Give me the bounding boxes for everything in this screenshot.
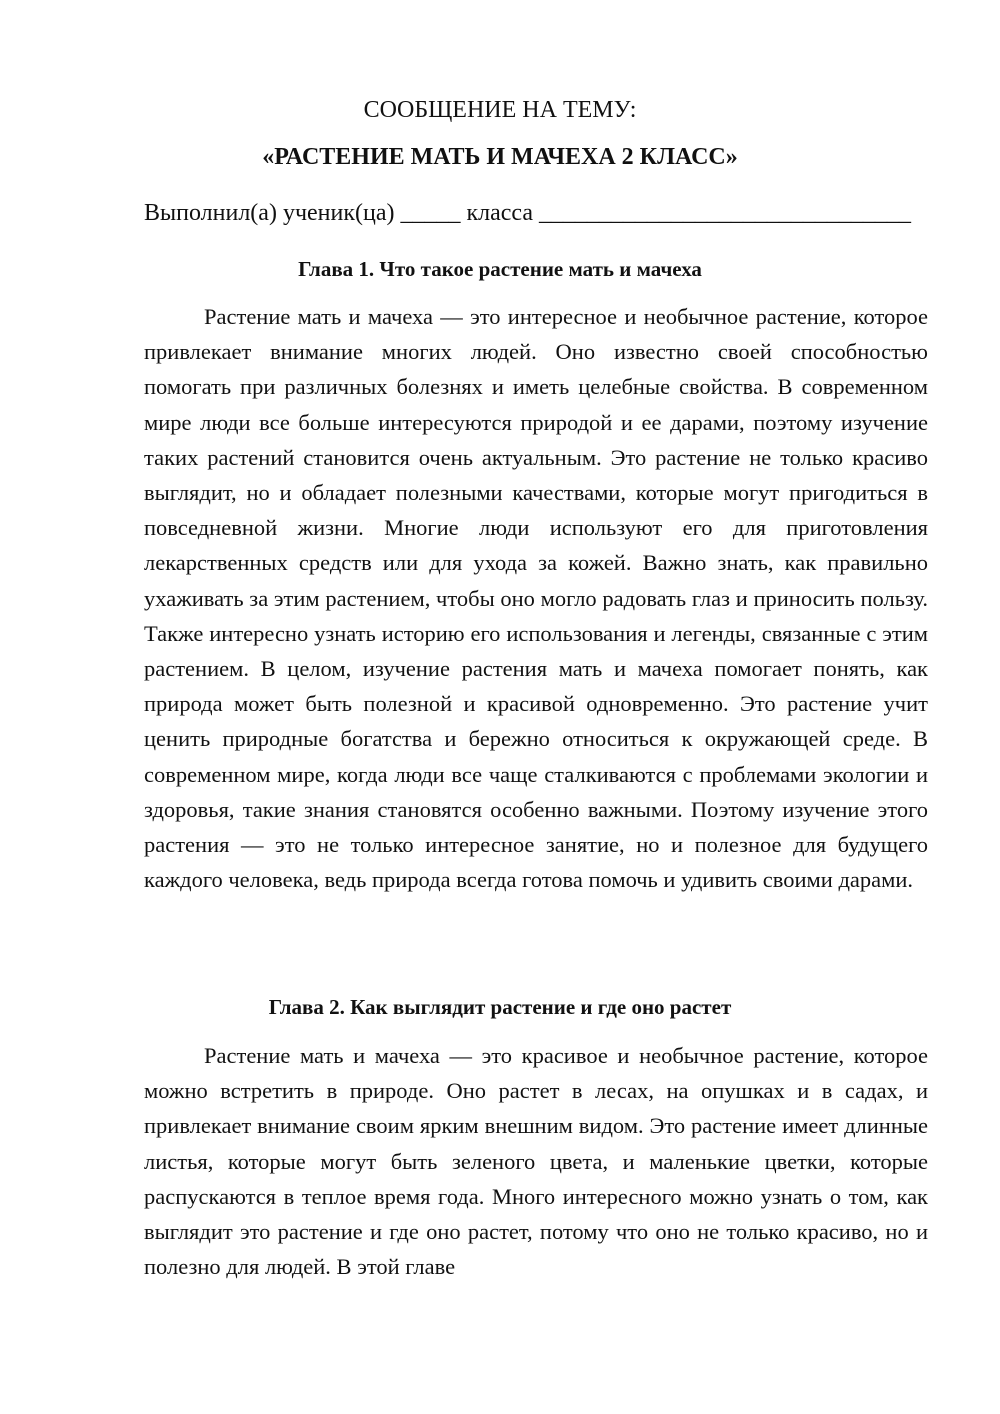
title-line-1: СООБЩЕНИЕ НА ТЕМУ: — [363, 97, 637, 123]
student-info-line: Выполнил(а) ученик(ца) _____ класса _______________________________ — [144, 200, 912, 226]
chapter-2-paragraph: Растение мать и мачеха — это красивое и необычное растение, которое можно встретить в природе. Оно растет в лесах, на опушках и в садах, и привлекает внимание своим ярким внешним видом. Это растение имеет длинные листья, которые могут быть зеленого цвета, и маленькие цветки, которые распускаются в теплое время года. Много интересного можно узнать о том, как выглядит это растение и где оно растет, потому что оно не только красиво, но и полезно для людей. В этой главе — [144, 1043, 928, 1280]
chapter-2-heading: Глава 2. Как выглядит растение и где оно растет — [268, 995, 732, 1019]
title-line-2: «РАСТЕНИЕ МАТЬ И МАЧЕХА 2 КЛАСС» — [262, 144, 738, 170]
chapter-1-heading: Глава 1. Что такое растение мать и мачеха — [298, 257, 702, 281]
chapter-1-paragraph: Растение мать и мачеха — это интересное и необычное растение, которое привлекает внимание многих людей. Оно известно своей способностью помогать при различных болезнях и иметь целебные свойства. В современном мире люди все больше интересуются природой и ее дарами, поэтому изучение таких растений становится очень актуальным. Это растение не только красиво выглядит, но и обладает полезными качествами, которые могут пригодиться в повседневной жизни. Многие люди используют его для приготовления лекарственных средств или для ухода за кожей. Важно знать, как правильно ухаживать за этим растением, чтобы оно могло радовать глаз и приносить пользу. Также интересно узнать историю его использования и легенды, связанные с этим растением. В целом, изучение растения мать и мачеха помогает понять, как природа может быть полезной и красивой одновременно. Это растение учит ценить природные богатства и бережно относиться к окружающей среде. В современном мире, когда люди все чаще сталкиваются с проблемами экологии и здоровья, такие знания становятся особенно важными. Поэтому изучение этого растения — это не только интересное занятие, но и полезное для будущего каждого человека, ведь природа всегда готова помочь и удивить своими дарами. — [144, 304, 928, 893]
